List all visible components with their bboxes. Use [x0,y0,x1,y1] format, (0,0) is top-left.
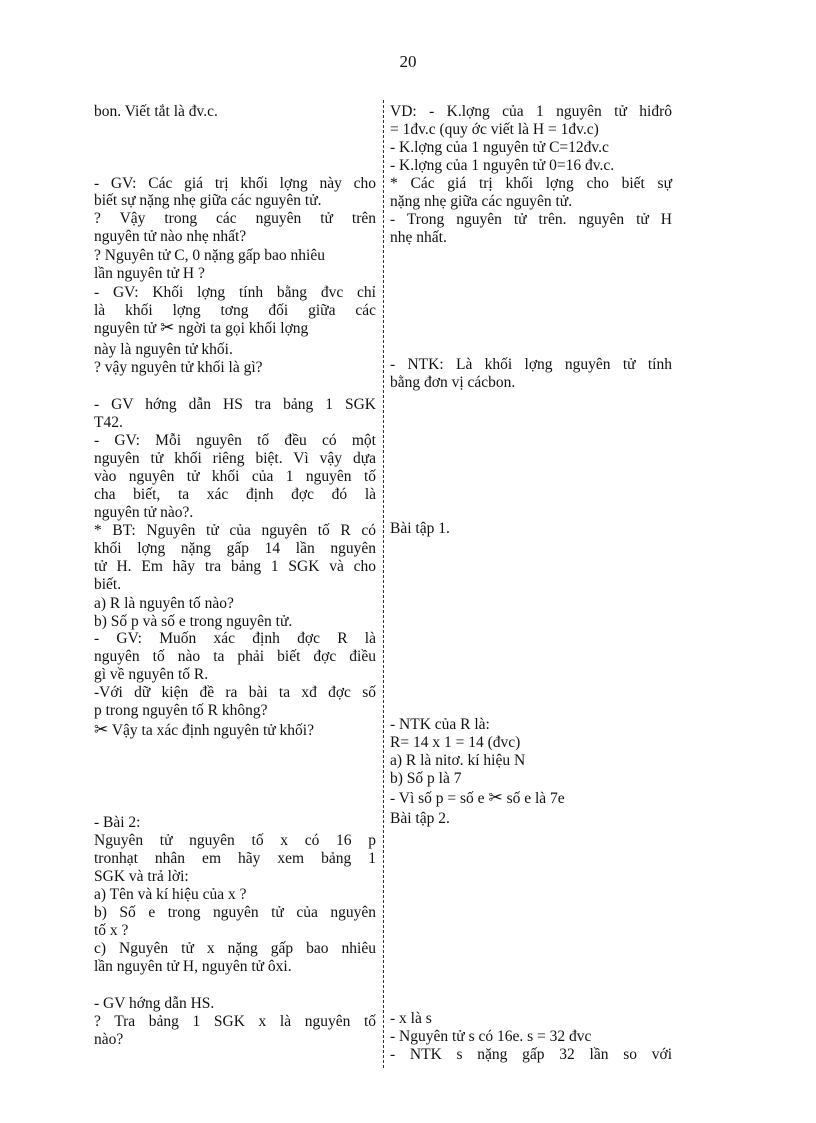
text-line: - Bài 2: [94,814,141,831]
text-line: nguyên tố nào ta phải biết đợc điều [94,648,376,665]
text-line: này là nguyên tử khối. [94,341,233,358]
text-line: - K.lợng của 1 nguyên tử C=12đv.c [390,139,609,156]
text-line: - Nguyên tử s có 16e. s = 32 đvc [390,1028,592,1045]
text-line-with-symbol [94,320,308,338]
text-line: - NTK của R là: [390,716,490,733]
text-line: c) Nguyên tử x nặng gấp bao nhiêu [94,940,376,957]
column-divider [383,100,385,1068]
text-line: nhẹ nhất. [390,229,447,246]
text-line: a) R là nguyên tố nào? [94,595,234,612]
text-line: - K.lợng của 1 nguyên tử 0=16 đv.c. [390,157,615,174]
text-line: tố x ? [94,922,129,939]
text-line: bon. Viết tắt là đv.c. [94,103,218,120]
text-fragment: Vậy ta xác định nguyên tử khối? [111,722,314,739]
text-line: b) Số p là 7 [390,770,462,787]
text-line-with-symbol [390,790,565,808]
text-line: - GV hớng dẫn HS. [94,995,215,1012]
text-line: nguyên tử nào nhẹ nhất? [94,228,247,245]
text-line: lần nguyên tử H, nguyên tử ôxi. [94,958,292,975]
text-line: ? Tra bảng 1 SGK x là nguyên tố [94,1013,376,1030]
text-line: nặng nhẹ giữa các nguyên tử. [390,193,573,210]
text-line: p trong nguyên tố R không? [94,702,268,719]
text-line: Bài tập 2. [390,810,450,827]
text-line: b) Số p và số e trong nguyên tử. [94,613,293,630]
text-line: * BT: Nguyên tử của nguyên tố R có [94,522,376,539]
scissors-icon: ✂ [488,788,503,808]
text-line: biết. [94,576,122,593]
text-line: biết sự nặng nhẹ giữa các nguyên tử. [94,192,322,209]
text-line: a) Tên và kí hiệu của x ? [94,886,247,903]
text-line: = 1đv.c (quy ớc viết là H = 1đv.c) [390,121,599,138]
text-line: - NTK: Là khối lợng nguyên tử tính [390,356,672,373]
text-line: - GV hớng dẫn HS tra bảng 1 SGK [94,396,376,413]
text-fragment: ngời ta gọi khối lợng [178,320,309,337]
text-line: - GV: Các giá trị khối lợng này cho [94,175,376,192]
text-line: - Trong nguyên tử trên. nguyên tử H [390,211,672,228]
text-line: khối lợng nặng gấp 14 lần nguyên [94,540,376,557]
text-line: - GV: Muốn xác định đợc R là [94,630,376,647]
text-line: VD: - K.lợng của 1 nguyên tử hiđrô [390,103,672,120]
text-line: - GV: Khối lợng tính bằng đvc chỉ [94,284,376,301]
text-line: -Với dữ kiện đề ra bài ta xđ đợc số [94,684,376,701]
text-line: nào? [94,1031,124,1048]
text-line: nguyên tử nào?. [94,504,194,521]
text-line: cha biết, ta xác định đợc đó là [94,486,376,503]
page-number: 20 [399,52,417,71]
text-fragment: nguyên tử [94,320,157,337]
text-line: gì về nguyên tố R. [94,666,209,683]
text-line: b) Số e trong nguyên tử của nguyên [94,904,376,921]
text-line: ? Vậy trong các nguyên tử trên [94,210,376,227]
text-line: a) R là nitơ. kí hiệu N [390,752,526,769]
text-line: ? vậy nguyên tử khối là gì? [94,359,263,376]
text-line: R= 14 x 1 = 14 (đvc) [390,734,521,751]
text-line: nguyên tử khối riêng biệt. Vì vậy dựa [94,450,376,467]
text-line: ? Nguyên tử C, 0 nặng gấp bao nhiêu [94,247,325,264]
text-line: là khối lợng tơng đối giữa các [94,302,376,319]
text-fragment: số e là 7e [506,790,565,807]
text-line: * Các giá trị khối lợng cho biết sự [390,175,672,192]
text-line: T42. [94,414,123,431]
text-line: Nguyên tử nguyên tố x có 16 p [94,832,376,849]
scissors-icon: ✂ [94,720,109,740]
text-line: SGK và trả lời: [94,868,189,885]
text-line: vào nguyên tử khối của 1 nguyên tố [94,468,376,485]
text-line-with-symbol [94,722,314,740]
text-line: - x là s [390,1010,432,1027]
scissors-icon: ✂ [160,318,175,338]
text-line: lần nguyên tử H ? [94,265,205,282]
text-line: bằng đơn vị cácbon. [390,374,516,391]
text-line: - NTK s nặng gấp 32 lần so với [390,1046,672,1063]
text-line: tử H. Em hãy tra bảng 1 SGK và cho [94,558,376,575]
text-line: tronhạt nhân em hãy xem bảng 1 [94,850,376,867]
text-fragment: - Vì số p = số e [390,790,485,807]
text-line: - GV: Mỗi nguyên tố đều có một [94,432,376,449]
text-line: Bài tập 1. [390,520,450,537]
